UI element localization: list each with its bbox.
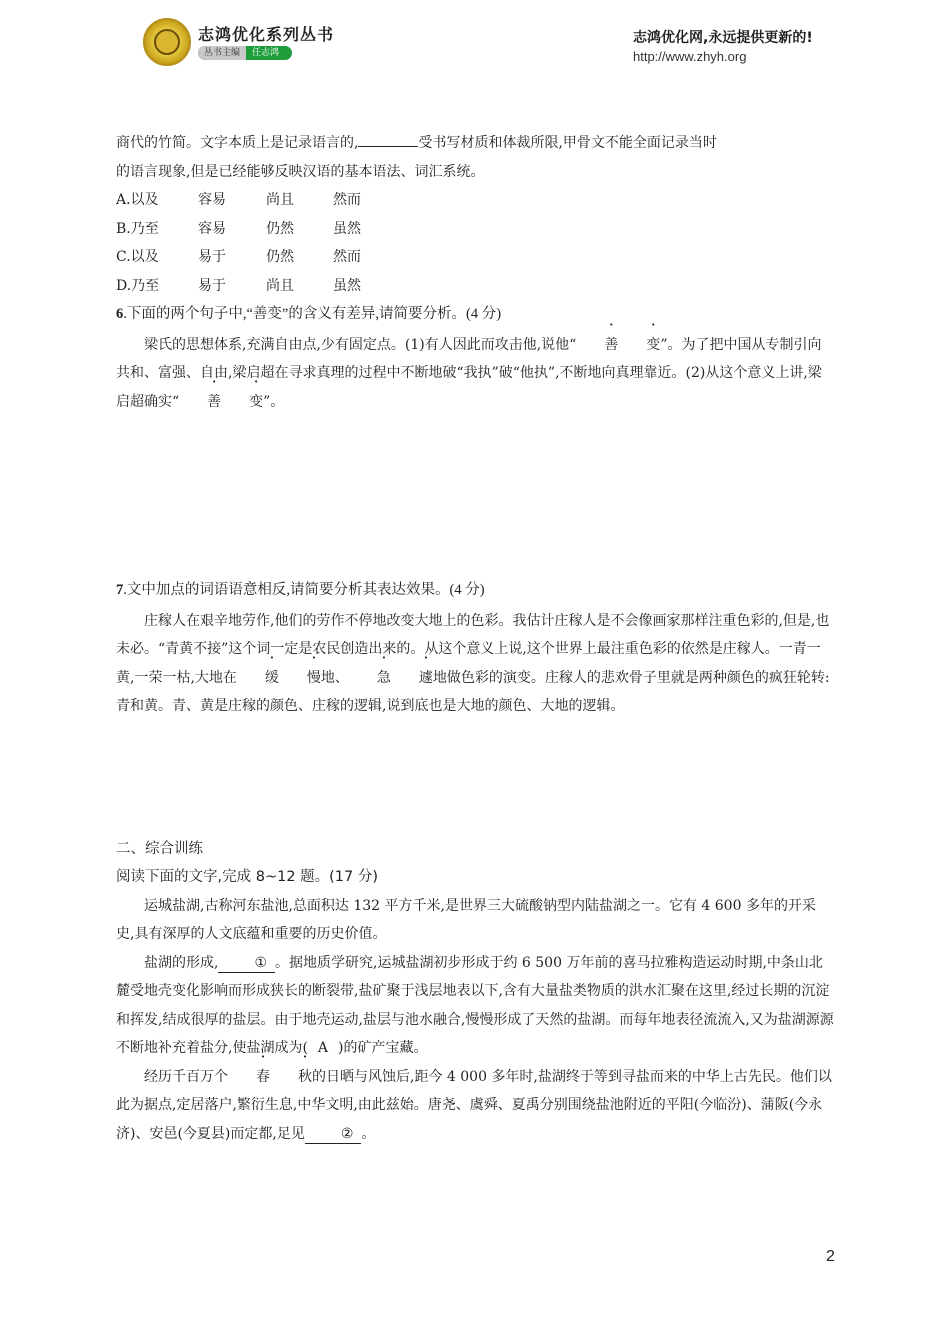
- passage-paragraph-3: 经历千百万个 春 秋的日晒与风蚀后,距今 4 000 多年时,盐湖终于等到寻盐而来的中华上古先民。他们以此为据点,定居落户,繁衍生息,中华文明,由此兹始。唐尧、虞舜、夏禹分别围绕盐池附近的平阳(今临汾)、蒲阪(今永济)、安邑(今夏县)而定都,足见 ② 。: [116, 1068, 832, 1142]
- option-a[interactable]: A.以及 容易 尚且 然而: [116, 192, 361, 208]
- section-2-instruction: 阅读下面的文字,完成 8~12 题。(17 分): [116, 869, 379, 885]
- question-7-stem: 7.文中加点的词语语意相反,请简要分析其表达效果。(4 分): [116, 582, 485, 598]
- page-number: 2: [826, 1248, 835, 1265]
- option-c[interactable]: C.以及 易于 仍然 然而: [116, 249, 361, 265]
- question-7-passage: 庄稼人在艰辛地劳作,他们的劳作不停地改变大地上的色彩。我估计庄稼人是不会像画家那样注重色彩的,但是,也未必。“青黄不接”这个词一定是农民创造出来的。从这个意义上说,这个世界上最注重色彩的依然是庄稼人。一青一黄,一荣一枯,大地在 缓 慢地、 急 遽地做色彩的演变。庄稼人的悲欢骨子里就是两种颜色的疯狂轮转:青和黄。青、黄是庄稼的颜色、庄稼的逻辑,说到底也是大地的颜色、大地的逻辑。: [116, 612, 830, 714]
- passage-paragraph-2: 盐湖的形成, ① 。据地质学研究,运城盐湖初步形成于约 6 500 万年前的喜马拉雅构造运动时期,中条山北麓受地壳变化影响而形成狭长的断裂带,盐矿聚于浅层地表以下,含有大量盐类物质的洪水汇聚在这里,经过长期的沉淀和挥发,结成很厚的盐层。由于地壳运动,盐层与池水融合,慢慢形成了天然的盐湖。而每年地表径流流入,又为盐湖源源不断地补充着盐分,使盐湖成为( A )的矿产宝藏。: [116, 954, 834, 1056]
- seal-emblem-icon: [154, 29, 180, 55]
- page-header: [0, 0, 950, 80]
- option-b[interactable]: B.乃至 容易 仍然 虽然: [116, 220, 361, 237]
- passage-paragraph-1: 运城盐湖,古称河东盐池,总面积达 132 平方千米,是世界三大硫酸钠型内陆盐湖之一。它有 4 600 多年的开采史,具有深厚的人文底蕴和重要的历史价值。: [116, 897, 816, 942]
- blank-1[interactable]: ①: [218, 954, 275, 973]
- section-2-title: 二、综合训练: [116, 840, 203, 857]
- q5-continuation: 商代的竹简。文字本质上是记录语言的, 受书写材质和体裁所限,甲骨文不能全面记录当时: [116, 128, 834, 158]
- brand-title: 志鸿优化系列丛书: [198, 25, 335, 44]
- site-slogan: 志鸿优化网,永远提供更新的!: [633, 30, 813, 46]
- document-body: [116, 128, 834, 1148]
- question-6-passage: 梁氏的思想体系,充满自由点,少有固定点。(1)有人因此而攻击他,说他“ 善 变”。为了把中国从专制引向共和、富强、自由,梁启超在寻求真理的过程中不断地破“我执”破“他执”,不断地向真理靠近。(2)从这个意义上讲,梁启超确实“ 善 变”。: [116, 336, 822, 410]
- answer-space-q7[interactable]: [116, 721, 834, 835]
- blank-2[interactable]: ②: [305, 1125, 362, 1144]
- question-6-stem: 6.下面的两个句子中,“善变”的含义有差异,请简要分析。(4 分): [116, 306, 502, 322]
- option-d[interactable]: D.乃至 易于 尚且 虽然: [116, 277, 361, 294]
- site-url-link[interactable]: http://www.zhyh.org: [633, 49, 747, 64]
- editor-name: 任志鸿: [252, 48, 280, 58]
- publisher-seal-logo: [143, 18, 191, 66]
- blank-a[interactable]: A: [317, 1040, 329, 1056]
- editor-label: 丛书主编: [198, 46, 246, 60]
- brand-editor-bar: [198, 46, 292, 60]
- answer-space-q6[interactable]: [116, 416, 834, 576]
- q5-continuation-line2: 的语言现象,但是已经能够反映汉语的基本语法、词汇系统。: [116, 163, 485, 180]
- answer-blank[interactable]: [358, 128, 418, 147]
